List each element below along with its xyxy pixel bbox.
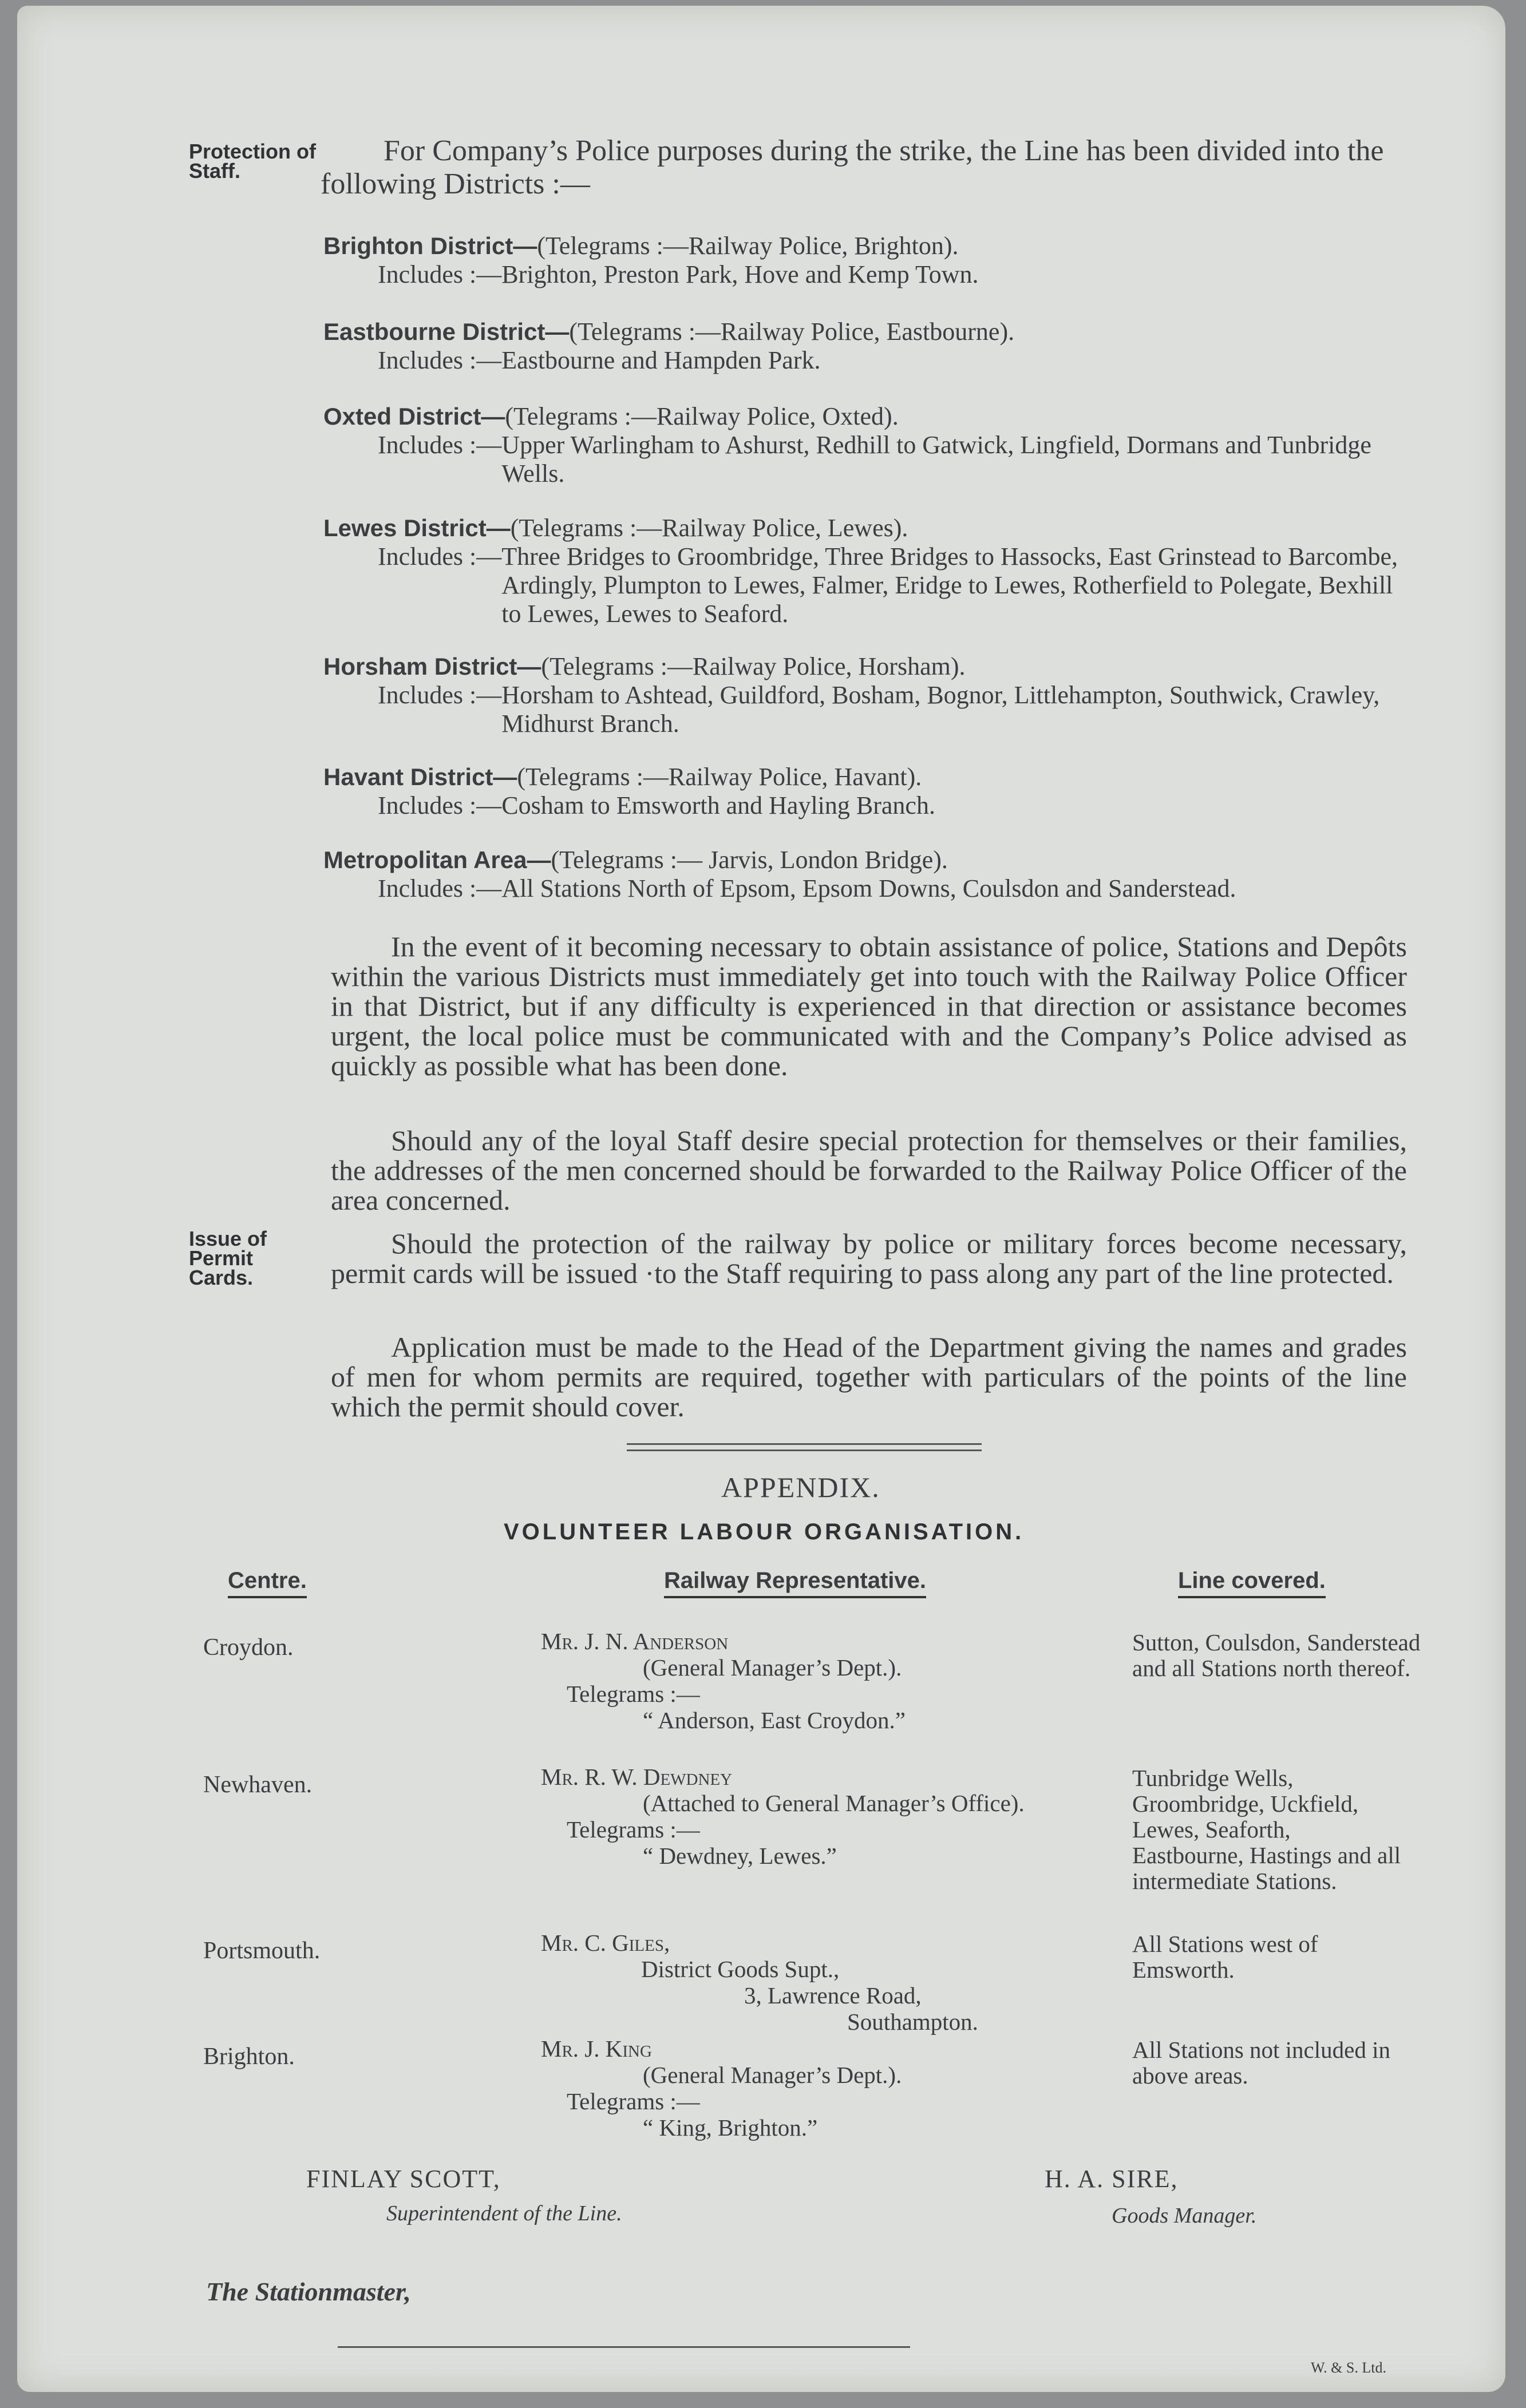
district-havant bbox=[323, 763, 1417, 820]
row-line-covered: All Stations west of Emsworth. bbox=[1132, 1931, 1318, 1983]
district-metropolitan bbox=[323, 846, 1417, 903]
rep-name: Mr. J. King bbox=[541, 2035, 652, 2062]
appendix-title: APPENDIX. bbox=[721, 1471, 880, 1503]
district-lewes bbox=[323, 514, 1417, 628]
includes-label: Includes :— bbox=[378, 346, 502, 374]
row-representative bbox=[541, 2035, 902, 2141]
rep-telegram-label: Telegrams :— bbox=[567, 1816, 700, 1843]
double-rule-divider bbox=[627, 1443, 982, 1451]
includes-text: Upper Warlingham to Ashurst, Redhill to Gatwick, Lingfield, Dormans and Tunbridge Wells. bbox=[501, 431, 1371, 488]
includes-text: Three Bridges to Groombridge, Three Bridges to Hassocks, East Grinstead to Barcombe, Ardingly, Plumpton to Lewes, Falmer, Eridge to Lewes, Rotherfield to Polegate, Bexhill to Lewes, Lewes to Seaford. bbox=[501, 542, 1398, 628]
district-name: Lewes District— bbox=[323, 514, 511, 541]
district-telegram: (Telegrams :—Railway Police, Oxted). bbox=[505, 402, 899, 430]
row-line-covered: Tunbridge Wells, Groombridge, Uckfield, Lewes, Seaforth, Eastbourne, Hastings and all intermediate Stations. bbox=[1132, 1765, 1401, 1894]
district-horsham bbox=[323, 652, 1417, 738]
includes-text: All Stations North of Epsom, Epsom Downs, Coulsdon and Sanderstead. bbox=[501, 874, 1236, 902]
includes-text: Brighton, Preston Park, Hove and Kemp Town. bbox=[501, 260, 979, 288]
district-name: Horsham District— bbox=[323, 653, 541, 680]
includes-label: Includes :— bbox=[378, 431, 502, 459]
includes-label: Includes :— bbox=[378, 874, 502, 902]
district-name: Brighton District— bbox=[323, 232, 537, 259]
district-name: Metropolitan Area— bbox=[323, 846, 551, 873]
appendix-subtitle: VOLUNTEER LABOUR ORGANISATION. bbox=[504, 1519, 1025, 1544]
rep-telegram: “ Anderson, East Croydon.” bbox=[643, 1707, 906, 1733]
paragraph-police-assistance: In the event of it becoming necessary to obtain assistance of police, Stations and Depôts within the various Districts must immediately get into touch with the Railway Police Officer in that District, but if any difficulty is experienced in that direction or assistance becomes urgent, the local police must be communicated with and the Company’s Police advised as quickly as possible what has been done. bbox=[331, 930, 1407, 1082]
district-brighton bbox=[323, 232, 1417, 289]
rep-name: Mr. C. Giles, bbox=[541, 1930, 670, 1956]
signature-name-scott: FINLAY SCOTT, bbox=[306, 2165, 501, 2193]
row-centre: Croydon. bbox=[203, 1634, 294, 1661]
includes-text: Horsham to Ashtead, Guildford, Bosham, Bognor, Littlehampton, Southwick, Crawley, Midhurst Branch. bbox=[501, 681, 1380, 738]
column-header-representative: Railway Representative. bbox=[664, 1568, 926, 1598]
printer-mark: W. & S. Ltd. bbox=[1311, 2359, 1386, 2376]
district-eastbourne bbox=[323, 318, 1417, 375]
signature-name-sire: H. A. SIRE, bbox=[1045, 2165, 1179, 2193]
row-representative bbox=[541, 1764, 1025, 1869]
paragraph-special-protection: Should any of the loyal Staff desire special protection for themselves or their families, the addresses of the men concerned should be forwarded to the Railway Police Officer of the area concerned. bbox=[331, 1124, 1407, 1216]
rep-name: Mr. R. W. Dewdney bbox=[541, 1764, 733, 1790]
addressee: The Stationmaster, bbox=[206, 2277, 411, 2306]
paragraph-application: Application must be made to the Head of the Department giving the names and grades of men for whom permits are required, together with particulars of the points of the line which the permit should cover. bbox=[331, 1331, 1407, 1423]
includes-label: Includes :— bbox=[378, 791, 502, 819]
district-telegram: (Telegrams :—Railway Police, Eastbourne). bbox=[569, 318, 1015, 346]
rep-telegram: “ Dewdney, Lewes.” bbox=[643, 1843, 837, 1869]
district-telegram: (Telegrams :—Railway Police, Havant). bbox=[517, 763, 922, 791]
district-telegram: (Telegrams :— Jarvis, London Bridge). bbox=[551, 846, 948, 874]
rep-address: 3, Lawrence Road, bbox=[744, 1982, 922, 2009]
rep-telegram-label: Telegrams :— bbox=[567, 2088, 700, 2114]
row-line-covered: All Stations not included in above areas. bbox=[1132, 2037, 1390, 2089]
includes-label: Includes :— bbox=[378, 260, 502, 288]
margin-note-protection: Protection of Staff. bbox=[189, 140, 316, 183]
address-line bbox=[338, 2346, 910, 2348]
signature-title-scott: Superintendent of the Line. bbox=[386, 2201, 622, 2225]
district-telegram: (Telegrams :—Railway Police, Brighton). bbox=[537, 232, 959, 260]
margin-note-permit: Issue of Permit Cards. bbox=[189, 1227, 267, 1289]
district-oxted bbox=[323, 402, 1417, 488]
row-centre: Brighton. bbox=[203, 2043, 295, 2070]
includes-label: Includes :— bbox=[378, 542, 502, 571]
rep-detail: (General Manager’s Dept.). bbox=[643, 1654, 902, 1681]
district-telegram: (Telegrams :—Railway Police, Horsham). bbox=[541, 652, 966, 680]
district-telegram: (Telegrams :—Railway Police, Lewes). bbox=[510, 514, 908, 542]
rep-name: Mr. J. N. Anderson bbox=[541, 1628, 729, 1654]
row-line-covered: Sutton, Coulsdon, Sanderstead and all Stations north thereof. bbox=[1132, 1629, 1421, 1681]
district-name: Oxted District— bbox=[323, 403, 505, 430]
row-centre: Newhaven. bbox=[203, 1772, 313, 1798]
column-header-line-covered: Line covered. bbox=[1178, 1568, 1326, 1598]
rep-telegram-label: Telegrams :— bbox=[567, 1681, 700, 1707]
rep-detail: (General Manager’s Dept.). bbox=[643, 2062, 902, 2088]
includes-text: Eastbourne and Hampden Park. bbox=[501, 346, 821, 374]
district-name: Eastbourne District— bbox=[323, 318, 570, 345]
row-representative bbox=[541, 1628, 906, 1733]
rep-town: Southampton. bbox=[847, 2009, 978, 2035]
rep-detail: (Attached to General Manager’s Office). bbox=[643, 1790, 1025, 1816]
paragraph-permit-cards: Should the protection of the railway by police or military forces become necessary, permit cards will be issued ·to the Staff requiring to pass along any part of the line protected. bbox=[331, 1227, 1407, 1289]
includes-text: Cosham to Emsworth and Hayling Branch. bbox=[501, 791, 935, 819]
district-name: Havant District— bbox=[323, 763, 517, 790]
row-centre: Portsmouth. bbox=[203, 1938, 321, 1964]
column-header-centre: Centre. bbox=[228, 1568, 307, 1598]
rep-detail: District Goods Supt., bbox=[641, 1956, 840, 1982]
signature-title-sire: Goods Manager. bbox=[1112, 2204, 1257, 2228]
includes-label: Includes :— bbox=[378, 681, 502, 709]
rep-telegram: “ King, Brighton.” bbox=[643, 2114, 818, 2141]
intro-paragraph: For Company’s Police purposes during the strike, the Line has been divided into the following Districts :— bbox=[321, 134, 1384, 200]
row-representative bbox=[541, 1930, 978, 2035]
